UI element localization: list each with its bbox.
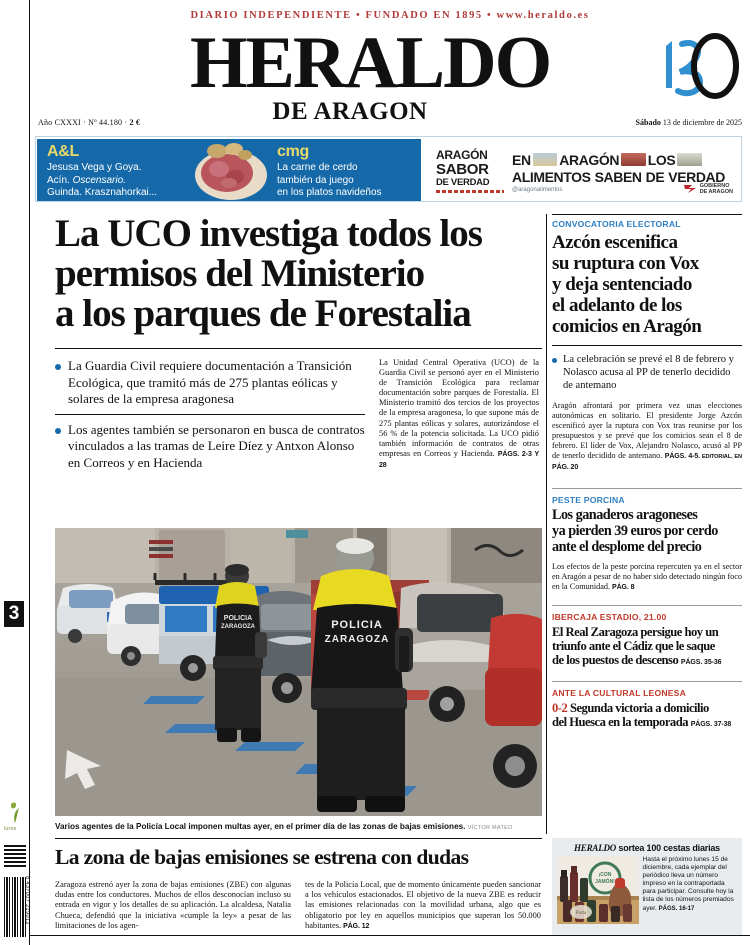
slogan-1c: LOS	[647, 151, 676, 168]
banner-aragon-sabor-panel[interactable]	[424, 139, 741, 201]
second-story-col2-text: tes de la Policía Local, que de momento únicamente pueden sancionar a los vehículos estacionados. El objetivo de la nueva ZBE es reducir las emisiones relacionadas con la movilidad urbana, algo que es obligatorio por ley en aquellos municipios que superan los 50.000 habitantes.	[305, 880, 541, 930]
left-rail	[0, 0, 30, 945]
peste-headline	[552, 508, 742, 555]
cultural-headline-line2	[552, 715, 742, 732]
strapline: DIARIO INDEPENDIENTE • FUNDADO EN 1895 • www.heraldo.es	[190, 10, 590, 21]
promo-title	[552, 838, 742, 856]
lead-summary-body: La Unidad Central Operativa (UCO) de la Guardia Civil se personó ayer en el Ministerio de Transición Ecológica para reclamar documentación sobre parques de Forestalia. El Ministerio tramitó dos tercios de los proyectos de la empresa aragonesa, lo que supone más de 275 plantas eólicas y solares, autorizándose el 56 % de la potencia solicitada. La UCO pidió también información de contratos de otras empresas en Correos y Hacienda.	[379, 358, 539, 458]
ibercaja-pages: PÁGS. 35-36	[680, 658, 722, 666]
electoral-body	[552, 401, 742, 473]
svg-text:JAMÓN!: JAMÓN!	[595, 879, 615, 885]
masthead-title: HERALDO	[190, 22, 551, 104]
cultural-headline	[552, 701, 742, 732]
date-info	[636, 118, 742, 127]
ibercaja-kicker: IBERCAJA ESTADIO, 21.00	[552, 611, 667, 622]
electoral-headline-line4: el adelanto de los	[552, 295, 682, 316]
caption-rule	[55, 838, 542, 839]
leaf-icon	[6, 800, 24, 826]
promo-title-text: sortea 100 cestas diarias	[616, 843, 720, 853]
slogan-2b: SABEN	[594, 168, 642, 185]
peste-pages: PÁG. 8	[612, 583, 635, 591]
barcode-number: 8 437007 219012	[24, 876, 30, 925]
date-rest: 13 de diciembre de 2025	[660, 118, 742, 127]
banner-ayl-line2b: Oscensario.	[72, 174, 126, 186]
lead-bullet-1: La Guardia Civil requiere documentación a Transición Ecológica, que tramitó más de 275 plantas eólicas y solares de la empresa aragonesa	[55, 358, 365, 408]
aragon-sabor-l2: SABOR	[436, 161, 489, 178]
lead-rule	[55, 348, 542, 349]
electoral-editorial-label: EDITORIAL, EN	[700, 453, 742, 460]
gobierno-text	[700, 183, 733, 195]
cultural-kicker: ANTE LA CULTURAL LEONESA	[552, 687, 687, 698]
electoral-mid-rule	[552, 345, 742, 346]
electoral-pages: PÁGS. 4-5.	[664, 452, 701, 460]
second-story-col1: Zaragoza estrenó ayer la zona de bajas emisiones (ZBE) con algunas dudas entre los conductores. Muchos de ellos desconocían incluso su entrada en vigor y los detalles de su aplicación. La alcaldesa, Natalia Chueca, defendió que la iniciativa «cumple la ley» a pesar de las limitaciones de los agen-	[55, 880, 291, 930]
svg-text:POLICIA: POLICIA	[331, 619, 383, 631]
banner-cmg-line2: también da juego	[277, 174, 354, 186]
column-divider	[546, 214, 547, 834]
slogan-row-2	[512, 168, 725, 185]
aragon-sabor-slogan	[512, 151, 725, 185]
slogan-2c: DE	[645, 168, 665, 185]
electoral-headline	[552, 232, 742, 337]
svg-text:¡CON: ¡CON	[598, 872, 612, 878]
masthead-subtitle: DE ARAGON	[272, 98, 428, 125]
issue-info	[38, 118, 140, 127]
banner-ayl-block	[47, 143, 187, 200]
banner-ayl-line2a: Acín.	[47, 174, 73, 186]
svg-text:POLICIA: POLICIA	[223, 615, 253, 622]
issue-price: 2 €	[129, 118, 141, 127]
ibercaja-headline-line2: triunfo ante el Cádiz que le saque	[552, 638, 715, 653]
gobierno-line1: GOBIERNO	[699, 183, 730, 189]
cultural-top-rule	[552, 681, 742, 682]
peste-body	[552, 562, 742, 593]
promo-hamper-image	[557, 856, 639, 924]
lead-headline-line3: a los parques de Forestalia	[55, 292, 471, 335]
svg-text:ZARAGOZA: ZARAGOZA	[221, 624, 255, 630]
banner-ayl-title: A&L	[47, 143, 79, 160]
promo-inner	[552, 856, 742, 924]
peste-body-text: Los efectos de la peste porcina repercuten ya en el sector en Aragón a pesar de no haber sido detectado ningún foco en la Comunidad.	[552, 562, 742, 591]
lead-headline	[55, 214, 542, 334]
svg-text:ZARAGOZA: ZARAGOZA	[324, 634, 390, 645]
lead-body	[55, 358, 542, 471]
lead-bullet-2: Los agentes también se personaron en busca de contratos vinculados a las tramas de Leire Díez y Antxon Alonso en Correos y en Hacienda	[55, 422, 365, 472]
second-story-headline: La zona de bajas emisiones se estrena con dudas	[55, 845, 469, 869]
slogan-chip-field	[533, 153, 558, 166]
banner-cmg-lines	[277, 162, 419, 200]
main-photo	[55, 528, 542, 816]
promo-pages: PÁGS. 16-17	[658, 905, 695, 912]
gobierno-line2: DE ARAGON	[699, 189, 733, 195]
slogan-2d: VERDAD	[668, 168, 725, 185]
electoral-body-text: Aragón afrontará por primera vez unas elecciones autonómicas en solitario. El presidente Jorge Azcón escenificó ayer la ruptura con Vox tras reunirse por los presupuestos y se prevé que los comicios sean el 8 de febrero. El líder de Vox, Alejandro Nolasco, acusó al PP de tenerlo decidido de antemano.	[552, 401, 742, 460]
gobierno-aragon-logo	[684, 183, 733, 195]
electoral-bullet: La celebración se prevé el 8 de febrero y Nolasco acusa al PP de tenerlo decidido de antemano	[552, 353, 742, 392]
cultural-score: 0-2	[552, 700, 568, 715]
photo-credit: VÍCTOR MATEO	[467, 825, 513, 831]
promo-brand: HERALDO	[574, 843, 617, 853]
aragon-sabor-l1: ARAGÓN	[436, 148, 488, 162]
banner-ayl-lines	[47, 162, 187, 200]
slogan-2a: ALIMENTOS	[512, 168, 591, 185]
electoral-top-rule	[552, 214, 742, 215]
cultural-headline-line1	[552, 701, 742, 715]
peste-headline-line3: ante el desplome del precio	[552, 538, 702, 555]
electoral-headline-line5: comicios en Aragón	[552, 316, 702, 337]
sidebar	[552, 214, 742, 732]
lead-headline-line1: La UCO investiga todos los	[55, 212, 482, 255]
slogan-chip-meat	[621, 153, 646, 166]
peste-top-rule	[552, 488, 742, 489]
lead-bullet-separator	[55, 414, 365, 415]
second-story-body	[55, 880, 542, 932]
electoral-kicker: CONVOCATORIA ELECTORAL	[552, 219, 681, 229]
promo-box[interactable]	[552, 838, 742, 935]
banner-ayl-line2	[47, 175, 187, 188]
banner-ayl-line1: Jesusa Vega y Goya.	[47, 162, 142, 173]
bottom-rule	[30, 935, 750, 936]
second-story-pages: PÁG. 12	[343, 922, 370, 930]
lead-summary-text	[379, 358, 539, 471]
banner-blue-panel[interactable]	[37, 139, 421, 201]
banner-cmg-line3: en los platos navideños	[277, 187, 382, 198]
anniversary-130-logo	[660, 30, 740, 100]
ibercaja-headline-line3-text: de los puestos de descenso	[552, 652, 679, 667]
rail-bars-decoration	[4, 845, 26, 869]
lead-story	[55, 214, 542, 471]
ibercaja-headline-line1: El Real Zaragoza persigue hoy un	[552, 624, 719, 639]
electoral-pages2: PÁG. 20	[552, 464, 579, 472]
slogan-1b: ARAGÓN	[559, 151, 620, 168]
lead-bullets	[55, 358, 365, 471]
cultural-headline-line1-text: Segunda victoria a domicilio	[567, 700, 709, 715]
ibercaja-top-rule	[552, 605, 742, 606]
banner-ayl-line3: Guinda. Krasznahorkai...	[47, 187, 158, 198]
peste-kicker: PESTE PORCINA	[552, 495, 625, 506]
electoral-headline-line1: Azcón escenifica	[552, 232, 678, 253]
slogan-chip-olive	[677, 153, 702, 166]
ibercaja-headline	[552, 625, 742, 670]
promo-body: Hasta el próximo lunes 15 de diciembre, cada ejemplar del periódico lleva un número impreso en la contraportada para participar. Consulte hoy la lista de los números premiados ayer.	[642, 856, 734, 912]
svg-text:Porta: Porta	[575, 911, 587, 916]
cultural-pages: PÁGS. 37-38	[690, 720, 732, 728]
electoral-headline-line3: y deja sentenciado	[552, 274, 692, 295]
slogan-1a: EN	[512, 151, 531, 168]
rail-leaf-label: lurne	[4, 826, 17, 832]
photo-caption-text: Varios agentes de la Policía Local imponen multas ayer, en el primer día de las zonas de bajas emisiones.	[55, 822, 466, 831]
lead-headline-line2: permisos del Ministerio	[55, 252, 425, 295]
banner-cmg-title: cmg	[277, 143, 309, 160]
lead-pages-ref: PÁGS. 2-3 Y 28	[379, 450, 540, 469]
electoral-headline-line2: su ruptura con Vox	[552, 253, 699, 274]
gobierno-mark-icon	[684, 183, 698, 195]
second-story-col2	[305, 880, 541, 932]
peste-headline-line1: Los ganaderos aragoneses	[552, 507, 698, 524]
peste-headline-line2: ya pierden 39 euros por cerdo	[552, 522, 718, 539]
photo-caption	[55, 822, 542, 831]
banner-cmg-block	[277, 143, 419, 200]
barcode	[4, 877, 26, 937]
aragon-sabor-logo	[436, 148, 504, 193]
top-banner[interactable]	[35, 136, 742, 202]
rail-page-number: 3	[4, 601, 24, 627]
banner-cmg-line1: La carne de cerdo	[277, 162, 358, 173]
ibercaja-headline-line3	[552, 653, 742, 670]
issue-prefix: Año CXXXI · Nº 44.180 ·	[38, 118, 130, 127]
promo-text	[643, 856, 737, 924]
aragon-sabor-dashes	[436, 190, 504, 193]
slogan-row-1	[512, 151, 702, 168]
aragon-sabor-l3: DE VERDAD	[436, 177, 490, 188]
banner-meat-photo	[187, 139, 272, 201]
cultural-headline-line2-text: del Huesca en la temporada	[552, 714, 689, 729]
date-day: Sábado	[635, 118, 661, 127]
aragon-sabor-handle: @aragonalimentos	[512, 187, 563, 193]
